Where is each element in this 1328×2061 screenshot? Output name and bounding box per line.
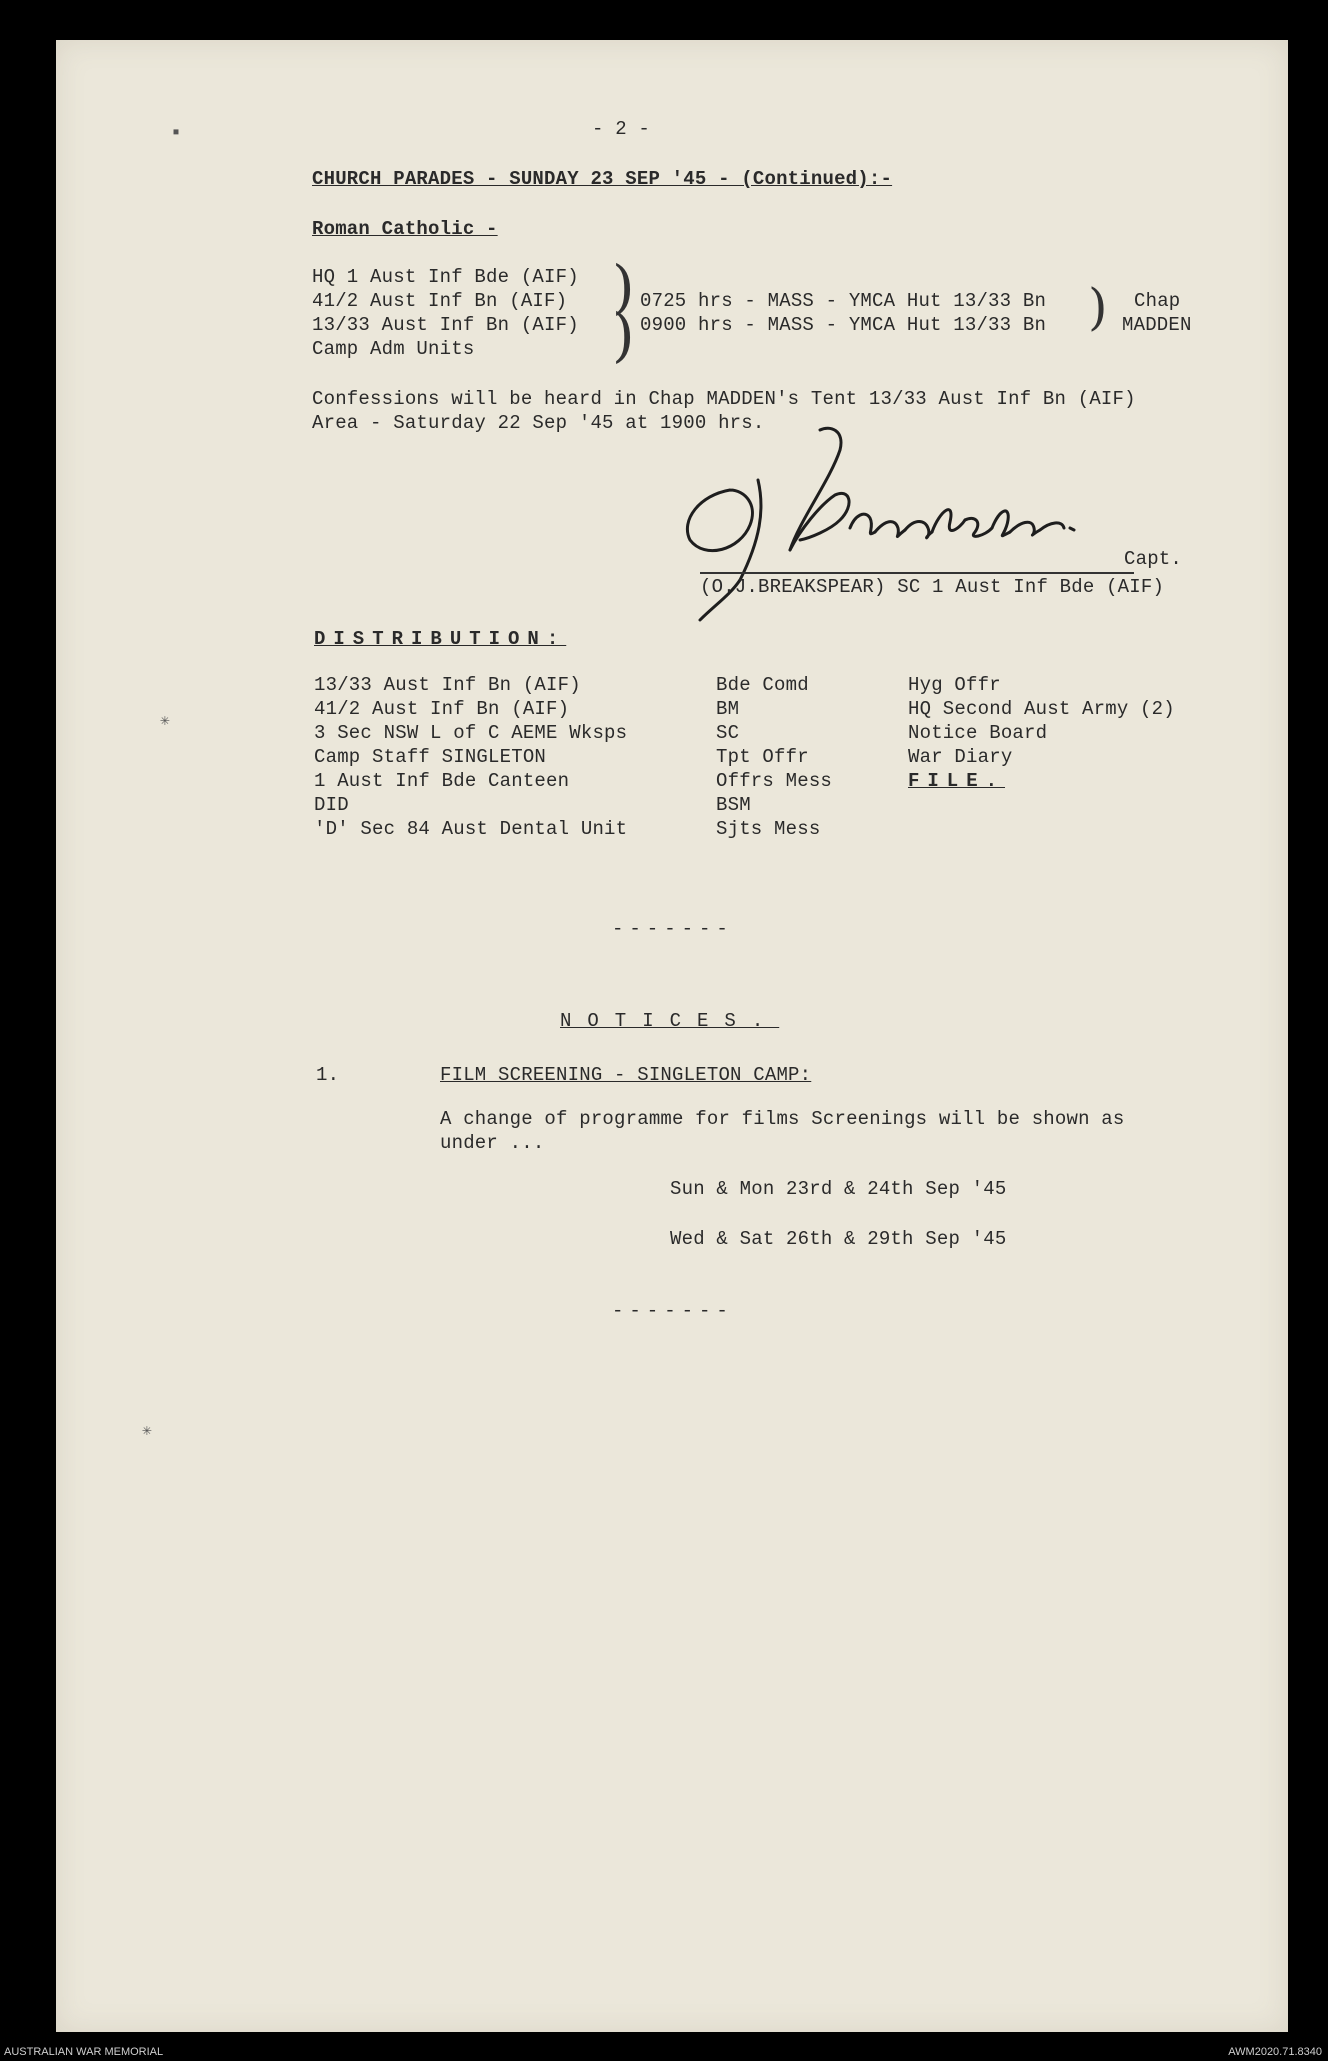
footer-institution: AUSTRALIAN WAR MEMORIAL	[4, 2046, 164, 2058]
distribution-recipient: 13/33 Aust Inf Bn (AIF)	[314, 674, 581, 696]
brace-right: )	[1088, 278, 1108, 336]
separator-line: -------	[612, 1300, 734, 1322]
distribution-recipient: Camp Staff SINGLETON	[314, 746, 547, 768]
distribution-recipient: BSM	[716, 794, 751, 816]
distribution-recipient: DID	[314, 794, 349, 816]
unit-line: 13/33 Aust Inf Bn (AIF)	[312, 314, 579, 336]
distribution-file: FILE.	[908, 770, 1006, 792]
notice-body-line: under ...	[440, 1132, 545, 1154]
separator-line: -------	[612, 918, 734, 940]
signatory-name: (O.J.BREAKSPEAR) SC 1 Aust Inf Bde (AIF)	[700, 576, 1165, 598]
distribution-recipient: 'D' Sec 84 Aust Dental Unit	[314, 818, 628, 840]
punch-hole-mark: ✳	[142, 1422, 152, 1440]
footer-accession: AWM2020.71.8340	[1228, 2046, 1322, 2058]
confessions-line: Confessions will be heard in Chap MADDEN's Tent 13/33 Aust Inf Bn (AIF)	[312, 388, 1136, 410]
distribution-recipient: War Diary	[908, 746, 1013, 768]
notice-number: 1.	[316, 1064, 340, 1086]
chaplain-title: Chap	[1134, 290, 1181, 312]
distribution-title: DISTRIBUTION:	[314, 628, 567, 650]
notices-title: NOTICES.	[560, 1010, 780, 1032]
punch-hole-mark: ✳	[160, 712, 170, 730]
brace-left: )	[612, 301, 635, 369]
page-number: - 2 -	[592, 118, 651, 140]
notice-body-line: A change of programme for films Screenings will be shown as	[440, 1108, 1125, 1130]
document-page	[56, 40, 1288, 2032]
unit-line: 41/2 Aust Inf Bn (AIF)	[312, 290, 568, 312]
distribution-recipient: Offrs Mess	[716, 770, 833, 792]
unit-line: HQ 1 Aust Inf Bde (AIF)	[312, 266, 579, 288]
unit-line: Camp Adm Units	[312, 338, 475, 360]
screening-date: Wed & Sat 26th & 29th Sep '45	[670, 1228, 1007, 1250]
signatory-rank: Capt.	[1124, 548, 1183, 570]
distribution-recipient: BM	[716, 698, 740, 720]
heading: CHURCH PARADES - SUNDAY 23 SEP '45 - (Continued):-	[312, 168, 893, 190]
distribution-recipient: Sjts Mess	[716, 818, 821, 840]
confessions-line: Area - Saturday 22 Sep '45 at 1900 hrs.	[312, 412, 765, 434]
distribution-recipient: SC	[716, 722, 740, 744]
paper-mark: ▪	[170, 122, 183, 145]
distribution-recipient: Hyg Offr	[908, 674, 1001, 696]
distribution-recipient: 3 Sec NSW L of C AEME Wksps	[314, 722, 628, 744]
distribution-recipient: HQ Second Aust Army (2)	[908, 698, 1175, 720]
screening-date: Sun & Mon 23rd & 24th Sep '45	[670, 1178, 1007, 1200]
distribution-recipient: Bde Comd	[716, 674, 809, 696]
mass-line: 0725 hrs - MASS - YMCA Hut 13/33 Bn	[640, 290, 1047, 312]
signature-rule	[700, 572, 1134, 574]
distribution-recipient: Notice Board	[908, 722, 1048, 744]
distribution-recipient: 1 Aust Inf Bde Canteen	[314, 770, 570, 792]
mass-line: 0900 hrs - MASS - YMCA Hut 13/33 Bn	[640, 314, 1047, 336]
distribution-recipient: 41/2 Aust Inf Bn (AIF)	[314, 698, 570, 720]
distribution-recipient: Tpt Offr	[716, 746, 809, 768]
chaplain-name: MADDEN	[1122, 314, 1192, 336]
subheading: Roman Catholic -	[312, 218, 498, 240]
brace-left: )	[612, 253, 635, 321]
notice-title: FILM SCREENING - SINGLETON CAMP:	[440, 1064, 812, 1086]
